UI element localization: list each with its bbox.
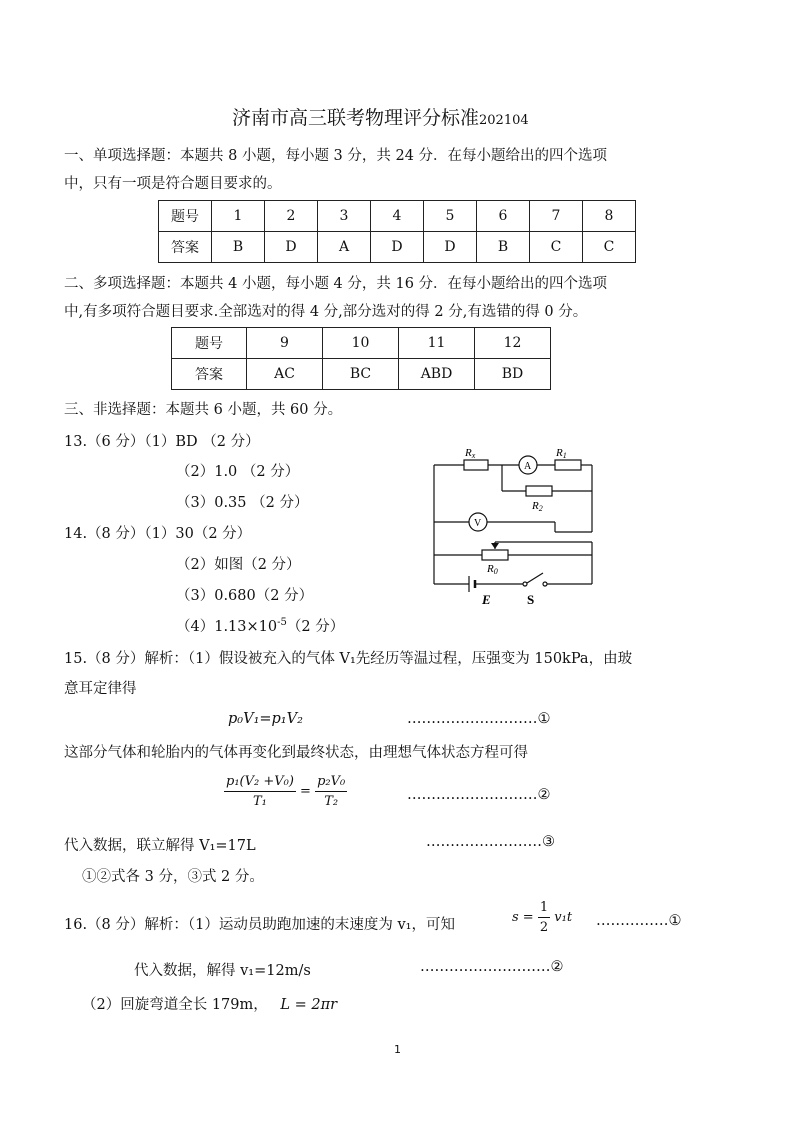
q14-line4 <box>176 615 344 636</box>
resistor-r1 <box>555 460 581 470</box>
resistor-rx <box>464 460 488 470</box>
fraction-numerator: p₂V₀ <box>315 774 347 792</box>
q13-line2: （2）1.0 （2 分） <box>176 464 300 480</box>
q14-exponent: -5 <box>277 617 287 629</box>
table-cell: 7 <box>530 201 583 232</box>
ammeter-label: A <box>524 461 532 472</box>
table-row <box>159 232 636 263</box>
single-choice-answer-table <box>158 200 636 263</box>
q13-line1: 13.（6 分）（1）BD （2 分） <box>64 434 260 450</box>
q16-line3-equation: L = 2πr <box>280 997 338 1013</box>
switch-contact <box>523 582 527 586</box>
label-r0: R0 <box>487 563 498 576</box>
q15-line4-marker: ……………………③ <box>426 834 555 850</box>
title-text: 济南市高三联考物理评分标准 <box>232 107 480 129</box>
battery-label: E <box>482 592 491 607</box>
table-cell: 12 <box>475 328 551 359</box>
q15-equation1: p₀V₁=p₁V₂ <box>228 711 303 727</box>
fraction-numerator: p₁(V₂ +V₀) <box>224 774 296 792</box>
table-cell: C <box>583 232 636 263</box>
q15-equation2 <box>224 774 347 809</box>
equals-sign: = <box>300 784 311 799</box>
table-cell: B <box>212 232 265 263</box>
q16-line1-marker: ……………① <box>596 913 682 929</box>
equation-lhs: s = <box>512 910 534 925</box>
table-cell: D <box>371 232 424 263</box>
table-cell: AC <box>247 359 323 390</box>
fraction-denominator: T₁ <box>253 794 267 809</box>
table-cell: BC <box>323 359 399 390</box>
multi-choice-answer-table <box>171 327 551 390</box>
q16-line2: 代入数据，解得 v₁=12m/s <box>134 963 311 979</box>
table-cell: 2 <box>265 201 318 232</box>
table-cell: 11 <box>399 328 475 359</box>
q14-line3: （3）0.680（2 分） <box>176 588 314 604</box>
q15-line1: 15.（8 分）解析：（1）假设被充入的气体 V₁先经历等温过程，压强变为 150kPa，由玻 <box>64 651 633 667</box>
rheostat-r0 <box>482 550 508 560</box>
table-cell: 10 <box>323 328 399 359</box>
table-cell: A <box>318 232 371 263</box>
q16-line2-marker: ………………………② <box>420 959 564 975</box>
section1-heading-cont: 中，只有一项是符合题目要求的。 <box>64 176 282 192</box>
table-cell: D <box>265 232 318 263</box>
table-cell: ABD <box>399 359 475 390</box>
switch-contact <box>543 582 547 586</box>
table-cell-label: 答案 <box>159 232 212 263</box>
voltmeter-label: V <box>474 518 482 529</box>
switch-label: S <box>527 592 535 607</box>
switch-lever <box>527 573 543 583</box>
table-cell: 8 <box>583 201 636 232</box>
q15-equation2-marker: ………………………② <box>407 787 551 803</box>
table-cell-label: 题号 <box>159 201 212 232</box>
fraction-numerator: 1 <box>538 900 550 918</box>
q15-line2: 意耳定律得 <box>64 681 137 697</box>
q14-line4-score: （2 分） <box>286 619 345 635</box>
section2-heading-cont: 中,有多项符合题目要求.全部选对的得 4 分,部分选对的得 2 分,有选错的得 0 分。 <box>64 304 588 320</box>
table-row <box>172 328 551 359</box>
q15-equation1-marker: ………………………① <box>407 711 551 727</box>
q16-line3 <box>82 993 337 1014</box>
q15-line3: 这部分气体和轮胎内的气体再变化到最终状态，由理想气体状态方程可得 <box>64 745 528 761</box>
table-cell: 1 <box>212 201 265 232</box>
table-cell: C <box>530 232 583 263</box>
table-row <box>172 359 551 390</box>
slider-arrow <box>491 543 499 549</box>
q16-equation <box>512 900 572 935</box>
label-r2: R2 <box>532 500 543 513</box>
fraction <box>224 774 296 809</box>
section2-heading: 二、多项选择题：本题共 4 小题，每小题 4 分，共 16 分．在每小题给出的四个选项 <box>64 276 608 292</box>
fraction <box>538 900 550 935</box>
page-number: 1 <box>394 1043 401 1056</box>
equation-rhs: v₁t <box>554 910 573 925</box>
q14-line4-text: （4）1.13×10 <box>176 619 278 635</box>
table-row <box>159 201 636 232</box>
table-cell: BD <box>475 359 551 390</box>
table-cell-label: 答案 <box>172 359 247 390</box>
fraction-denominator: T₂ <box>324 794 339 809</box>
table-cell: 5 <box>424 201 477 232</box>
section1-heading: 一、单项选择题：本题共 8 小题，每小题 3 分，共 24 分．在每小题给出的四个选项 <box>64 148 608 164</box>
title-suffix: 202104 <box>479 113 529 128</box>
q16-line1: 16.（8 分）解析：（1）运动员助跑加速的末速度为 v₁，可知 <box>64 917 455 933</box>
q14-line2: （2）如图（2 分） <box>176 557 301 573</box>
table-cell-label: 题号 <box>172 328 247 359</box>
table-cell: 4 <box>371 201 424 232</box>
q15-line4: 代入数据，联立解得 V₁=17L <box>64 838 256 854</box>
q15-line5: ①②式各 3 分，③式 2 分。 <box>82 869 264 885</box>
page-title <box>232 103 529 130</box>
table-cell: 3 <box>318 201 371 232</box>
q13-line3: （3）0.35 （2 分） <box>176 495 309 511</box>
label-rx: Rx <box>465 447 476 460</box>
table-cell: B <box>477 232 530 263</box>
table-cell: 9 <box>247 328 323 359</box>
circuit-diagram <box>425 442 600 610</box>
q14-line1: 14.（8 分）（1）30（2 分） <box>64 526 252 542</box>
section3-heading: 三、非选择题：本题共 6 小题，共 60 分。 <box>64 402 343 418</box>
fraction <box>315 774 347 809</box>
table-cell: D <box>424 232 477 263</box>
q16-line3-text: （2）回旋弯道全长 179m， <box>82 997 268 1013</box>
table-cell: 6 <box>477 201 530 232</box>
label-r1: R1 <box>556 447 567 460</box>
fraction-denominator: 2 <box>539 920 549 935</box>
resistor-r2 <box>526 486 552 496</box>
